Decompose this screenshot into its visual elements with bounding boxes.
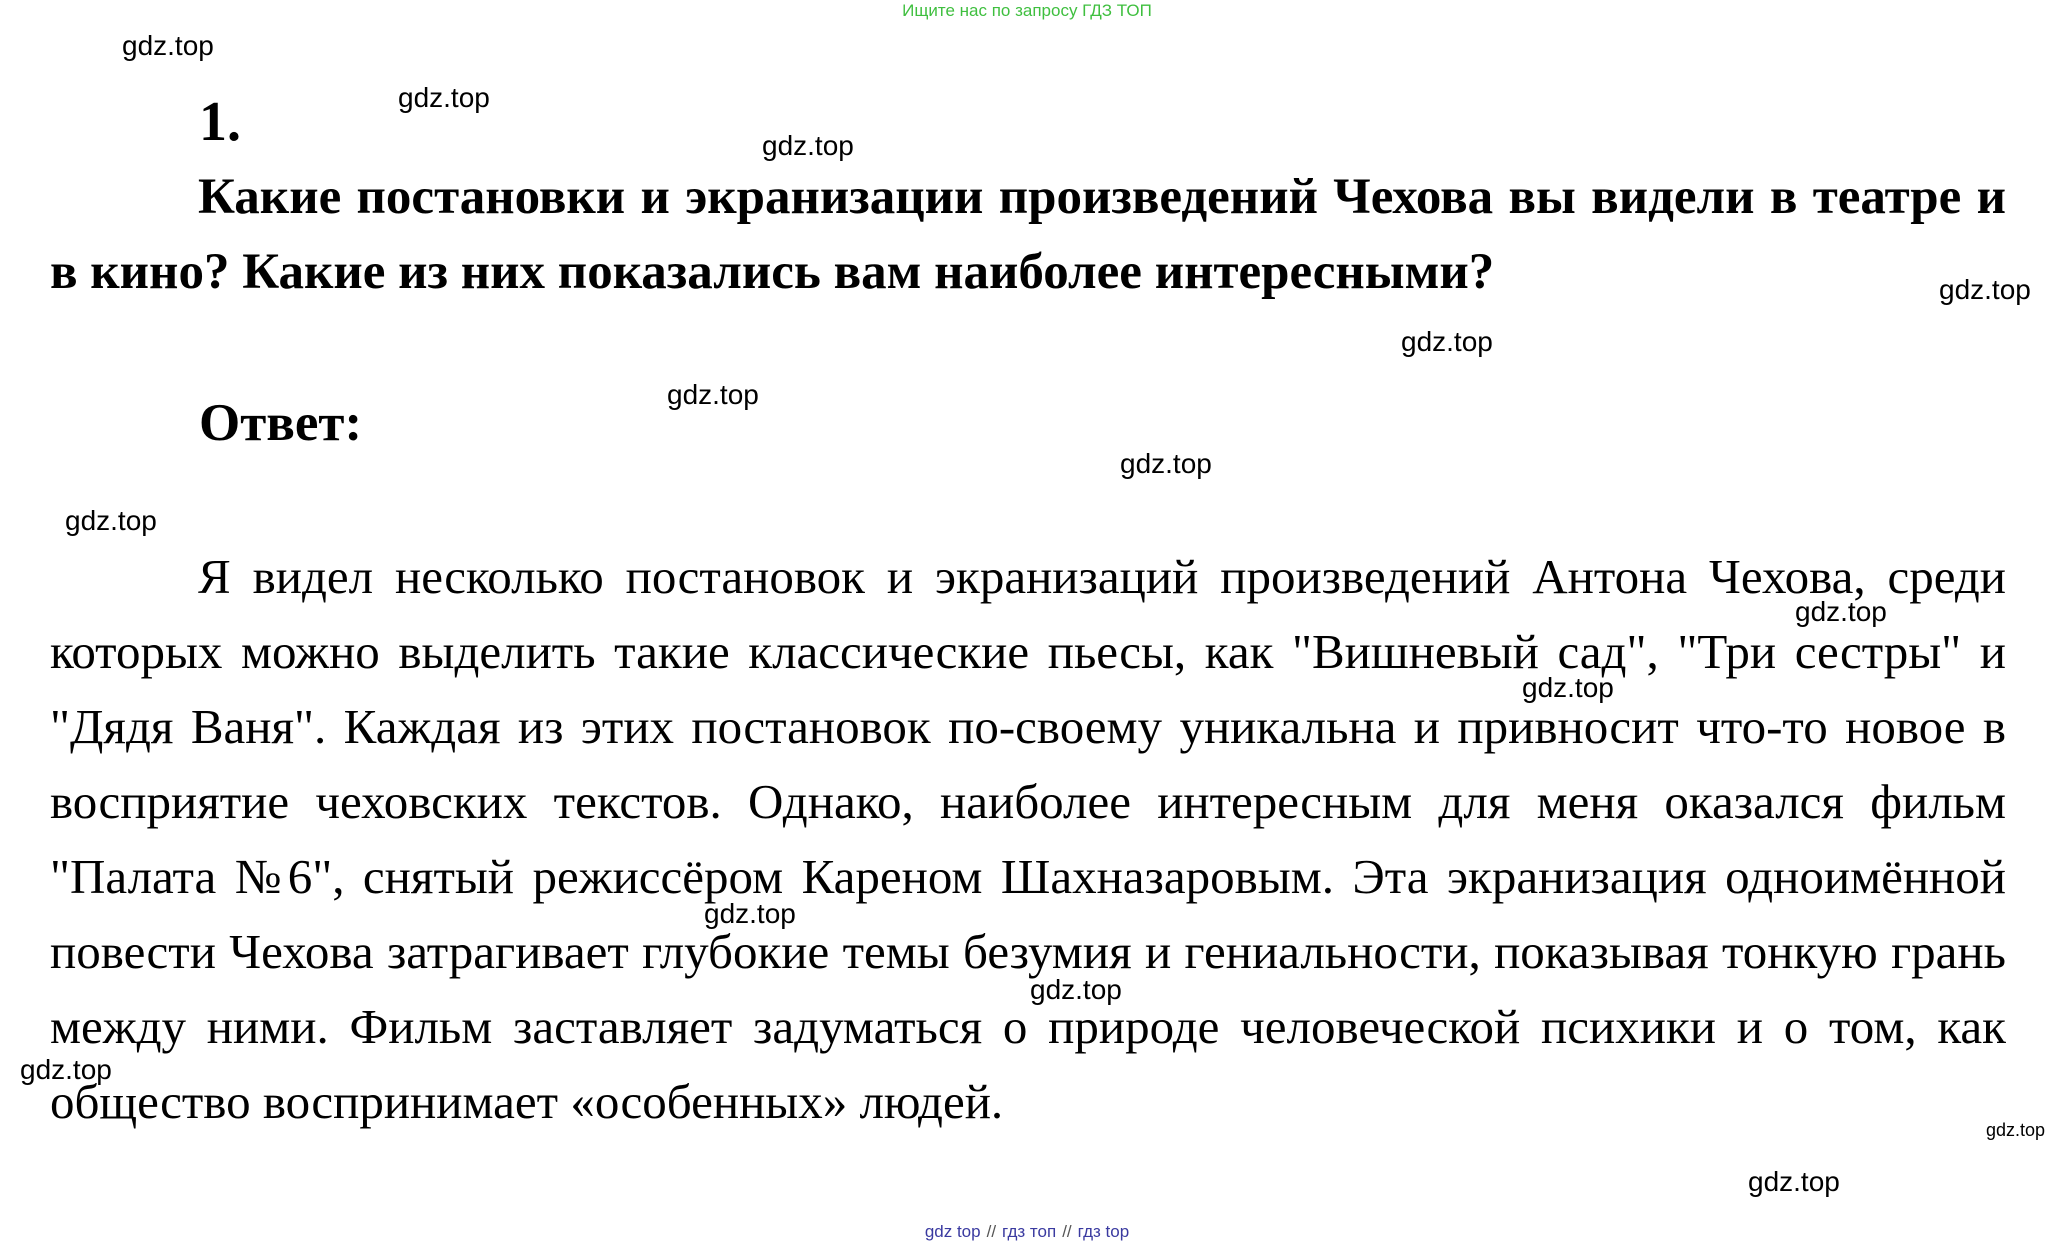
watermark: gdz.top — [398, 82, 490, 113]
watermark: gdz.top — [667, 379, 759, 410]
watermark: gdz.top — [1748, 1166, 1840, 1197]
footer-separator: // — [1062, 1222, 1072, 1241]
top-banner: Ищите нас по запросу ГДЗ ТОП — [902, 1, 1152, 20]
footer-separator: // — [986, 1222, 997, 1241]
watermark: gdz.top — [1120, 448, 1212, 479]
question-text: Какие постановки и экранизации произведений Чехова вы видели в театре и в кино? Какие из них показались вам наиболее интересными? — [50, 169, 2006, 300]
answer-label: Ответ: — [199, 394, 363, 452]
watermark: gdz.top — [704, 898, 796, 929]
watermark: gdz.top — [1939, 274, 2031, 305]
watermark: gdz.top — [1522, 672, 1614, 703]
watermark: gdz.top — [20, 1054, 112, 1085]
footer-link[interactable]: gdz top — [924, 1222, 981, 1241]
watermark: gdz.top — [762, 130, 854, 161]
footer-link[interactable]: гдз топ — [1002, 1222, 1057, 1241]
watermark: gdz.top — [1795, 596, 1887, 627]
footer-link[interactable]: гдз top — [1077, 1222, 1130, 1241]
watermark: gdz.top — [1986, 1120, 2046, 1140]
watermark: gdz.top — [65, 505, 157, 536]
footer-links — [0, 1222, 2054, 1242]
answer-text: Я видел несколько постановок и экранизаций произведений Антона Чехова, среди которых можно выделить такие классические пьесы, как "Вишневый сад", "Три сестры" и "Дядя Ваня". Каждая из этих постановок по-своему уникальна и привносит что-то новое в восприятие чеховских текстов. Однако, наиболее интересным для меня оказался фильм "Палата №6", снятый режиссёром Кареном Шахназаровым. Эта экранизация одноимённой повести Чехова затрагивает глубокие темы безумия и гениальности, показывая тонкую грань между ними. Фильм заставляет задуматься о природе человеческой психики и о том, как общество воспринимает «особенных» людей. — [50, 549, 2006, 1129]
question-number: 1. — [199, 91, 241, 153]
watermark: gdz.top — [122, 30, 214, 61]
watermark: gdz.top — [1401, 326, 1493, 357]
watermark: gdz.top — [1030, 974, 1122, 1005]
